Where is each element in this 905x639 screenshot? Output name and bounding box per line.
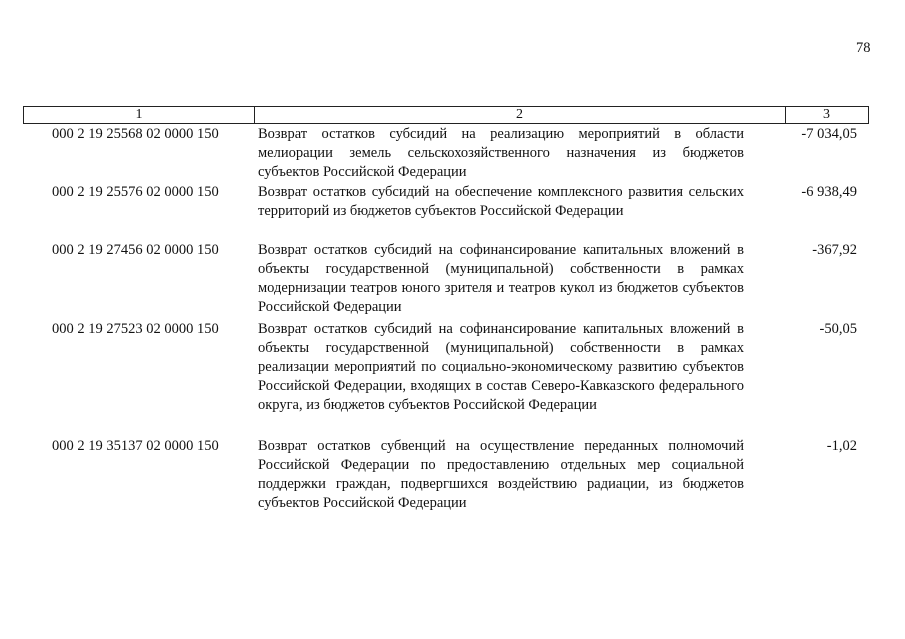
row-amount: -7 034,05 bbox=[801, 126, 857, 142]
row-amount: -367,92 bbox=[812, 242, 857, 258]
table-header bbox=[23, 106, 869, 124]
row-description: Возврат остатков субвенций на осуществление переданных полномочий Российской Федерации по предоставлению отдельных мер социальной поддержки граждан, подвергшихся воздействию радиации, из бюджетов субъектов Российской Федерации bbox=[258, 438, 744, 511]
page-number: 78 bbox=[856, 40, 871, 56]
row-description: Возврат остатков субсидий на реализацию мероприятий в области мелиорации земель сельскохозяйственного назначения из бюджетов субъектов Российской Федерации bbox=[258, 126, 744, 180]
row-amount: -6 938,49 bbox=[801, 184, 857, 200]
row-amount: -1,02 bbox=[826, 438, 857, 454]
row-amount: -50,05 bbox=[819, 321, 857, 337]
header-col-1: 1 bbox=[24, 107, 255, 123]
budget-code: 000 2 19 27523 02 0000 150 bbox=[52, 321, 219, 337]
budget-code: 000 2 19 25568 02 0000 150 bbox=[52, 126, 219, 142]
row-description: Возврат остатков субсидий на софинансирование капитальных вложений в объекты государственной (муниципальной) собственности в рамках реализации мероприятий по социально-экономическому развитию субъектов Российской Федерации, входящих в состав Северо-Кавказского федерального округа, из бюджетов субъектов Российской Федерации bbox=[258, 321, 744, 413]
row-description: Возврат остатков субсидий на софинансирование капитальных вложений в объекты государственной (муниципальной) собственности в рамках модернизации театров юного зрителя и театров кукол из бюджетов субъектов Российской Федерации bbox=[258, 242, 744, 315]
header-col-3: 3 bbox=[823, 107, 830, 122]
budget-code: 000 2 19 25576 02 0000 150 bbox=[52, 184, 219, 200]
header-col-2: 2 bbox=[254, 107, 786, 123]
budget-code: 000 2 19 35137 02 0000 150 bbox=[52, 438, 219, 454]
row-description: Возврат остатков субсидий на обеспечение комплексного развития сельских территорий из бюджетов субъектов Российской Федерации bbox=[258, 184, 744, 219]
budget-code: 000 2 19 27456 02 0000 150 bbox=[52, 242, 219, 258]
